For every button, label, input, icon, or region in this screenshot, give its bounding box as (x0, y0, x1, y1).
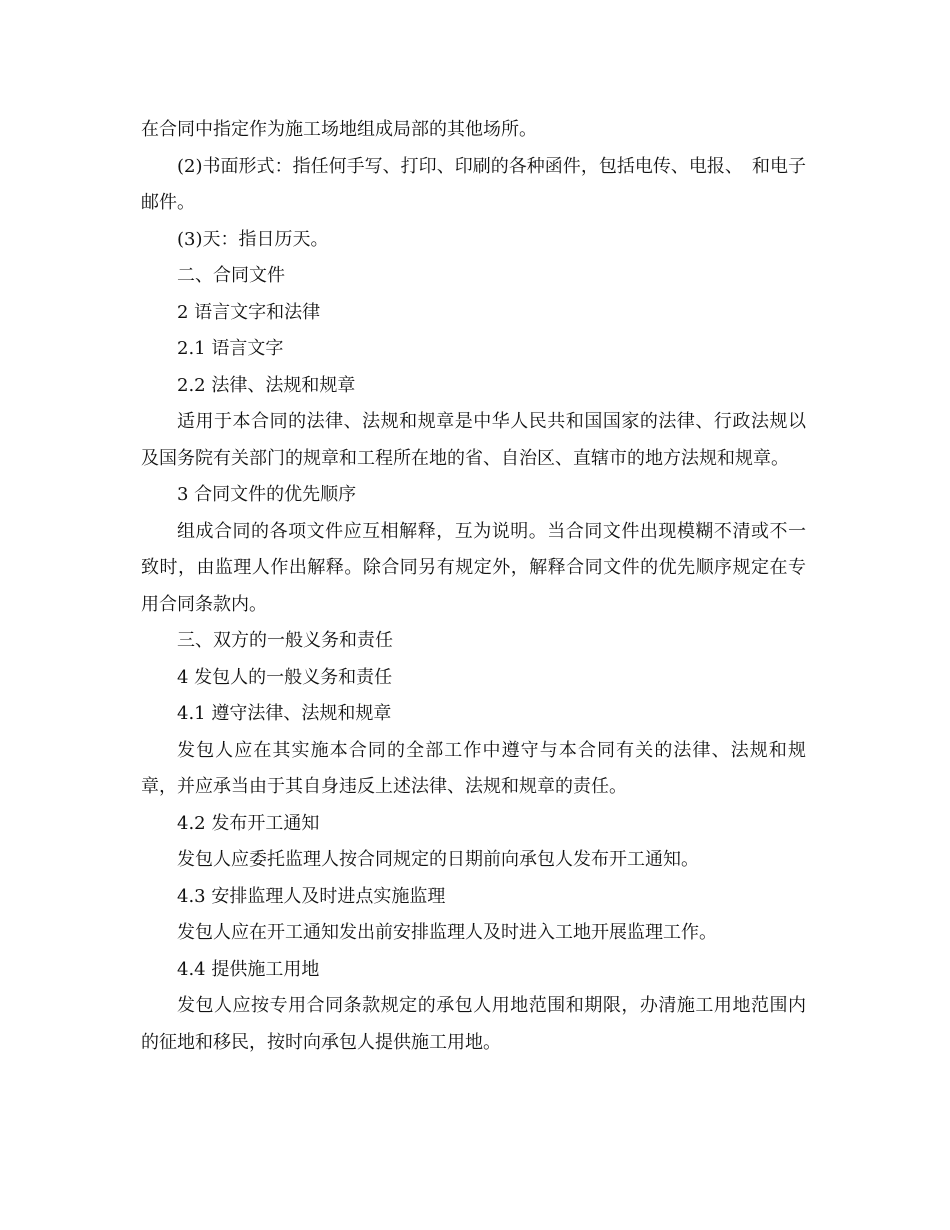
subclause-heading: 2.2 法律、法规和规章 (177, 374, 356, 396)
clause-heading: 4 发包人的一般义务和责任 (177, 666, 393, 688)
paragraph: 发包人应委托监理人按合同规定的日期前向承包人发布开工通知。 (177, 849, 699, 870)
section-heading: 三、双方的一般义务和责任 (177, 630, 393, 651)
paragraph: (2)书面形式：指任何手写、打印、印刷的各种函件，包括电传、电报、 和电子邮件。 (141, 155, 806, 213)
paragraph: 发包人应在其实施本合同的全部工作中遵守与本合同有关的法律、法规和规章，并应承当由于其自身违反上述法律、法规和规章的责任。 (141, 739, 806, 797)
subclause-heading: 4.4 提供施工用地 (177, 958, 320, 980)
paragraph: 在合同中指定作为施工场地组成局部的其他场所。 (141, 119, 537, 140)
subclause-heading: 2.1 语言文字 (177, 338, 284, 359)
clause-heading: 2 语言文字和法律 (177, 301, 321, 323)
paragraph: 发包人应在开工通知发出前安排监理人及时进入工地开展监理工作。 (177, 922, 717, 943)
document-body (141, 112, 806, 1061)
subclause-heading: 4.2 发布开工通知 (177, 812, 320, 834)
paragraph: 组成合同的各项文件应互相解释，互为说明。当合同文件出现模糊不清或不一致时，由监理人作出解释。除合同另有规定外，解释合同文件的优先顺序规定在专用合同条款内。 (141, 520, 806, 615)
clause-heading: 3 合同文件的优先顺序 (177, 484, 357, 505)
section-heading: 二、合同文件 (177, 265, 285, 286)
subclause-heading: 4.1 遵守法律、法规和规章 (177, 703, 392, 724)
paragraph: 发包人应按专用合同条款规定的承包人用地范围和期限，办清施工用地范围内的征地和移民，按时向承包人提供施工用地。 (141, 995, 806, 1053)
paragraph: 适用于本合同的法律、法规和规章是中华人民共和国国家的法律、行政法规以及国务院有关部门的规章和工程所在地的省、自治区、直辖市的地方法规和规章。 (141, 411, 806, 469)
subclause-heading: 4.3 安排监理人及时进点实施监理 (177, 885, 446, 907)
paragraph: (3)天：指日历天。 (177, 228, 329, 250)
